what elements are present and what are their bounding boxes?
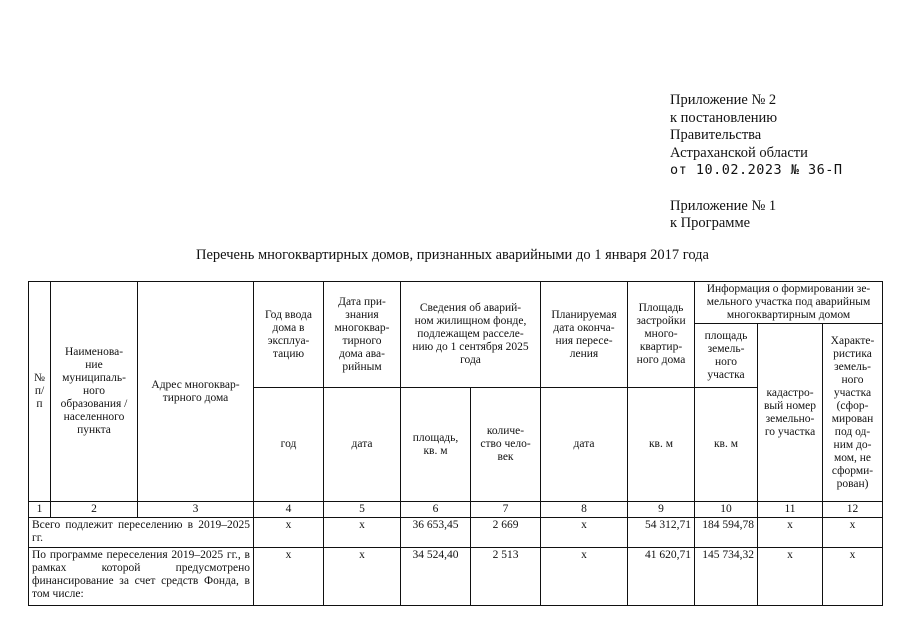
- appendix-block: [670, 92, 843, 233]
- cell-cadastral: х: [758, 518, 823, 548]
- subheader-people: количе- ство чело- век: [471, 388, 541, 502]
- appendix-line: к Программе: [670, 215, 751, 231]
- row-name: По программе переселения 2019–2025 гг., в рамках которой предусмотрено финансирование за счет средств Фонда, в том числе:: [29, 548, 254, 606]
- cell-date: х: [324, 548, 401, 606]
- column-number: 4: [254, 502, 324, 518]
- column-number: 3: [138, 502, 254, 518]
- appendix-line: к постановлению: [670, 109, 778, 126]
- header-cadastral: кадастро- вый номер земельно- го участка: [758, 324, 823, 502]
- subheader-date: дата: [324, 388, 401, 502]
- cell-date: х: [324, 518, 401, 548]
- appendix-line: Приложение № 2: [670, 92, 777, 108]
- cell-area: 34 524,40: [401, 548, 471, 606]
- spacer: [670, 180, 843, 198]
- table-row: [29, 548, 883, 606]
- header-land-info: Информация о формировании зе- мельного участка под аварийным многоквартирным домом: [695, 282, 883, 324]
- appendix-line: Астраханской области: [670, 144, 808, 161]
- subheader-year: год: [254, 388, 324, 502]
- cell-area: 36 653,45: [401, 518, 471, 548]
- header-land-area: площадь земель- ного участка: [695, 324, 758, 388]
- cell-year: х: [254, 518, 324, 548]
- column-number: 5: [324, 502, 401, 518]
- column-number: 1: [29, 502, 51, 518]
- subheader-land-area: кв. м: [695, 388, 758, 502]
- cell-year: х: [254, 548, 324, 606]
- cell-people: 2 669: [471, 518, 541, 548]
- column-number: 7: [471, 502, 541, 518]
- header-recognition-date: Дата при- знания многоквар- тирного дома ава- рийным: [324, 282, 401, 388]
- cell-land-area: 184 594,78: [695, 518, 758, 548]
- table-row: [29, 518, 883, 548]
- column-number: 8: [541, 502, 628, 518]
- header-planned-date: Планируемая дата оконча- ния пересе- ления: [541, 282, 628, 388]
- column-number: 6: [401, 502, 471, 518]
- document-title: Перечень многоквартирных домов, признанных аварийными до 1 января 2017 года: [195, 247, 709, 263]
- header-address: Адрес многоквар- тирного дома: [138, 282, 254, 502]
- header-num: № п/п: [29, 282, 51, 502]
- column-number: 2: [51, 502, 138, 518]
- subheader-planned-date: дата: [541, 388, 628, 502]
- cell-land-area: 145 734,32: [695, 548, 758, 606]
- cell-people: 2 513: [471, 548, 541, 606]
- header-fund-info: Сведения об аварий- ном жилищном фонде, подлежащем расселе- нию до 1 сентября 2025 года: [401, 282, 541, 388]
- header-built-area: Площадь застройки много- квартир- ного дома: [628, 282, 695, 388]
- appendix-line: Приложение № 1: [670, 197, 777, 214]
- cell-planned-date: х: [541, 548, 628, 606]
- header-characteristic: Характе- ристика земель- ного участка (сфор- мирован под од- ним до- мом, не сформи- рован): [823, 324, 883, 502]
- row-name: Всего подлежит переселению в 2019–2025 гг.: [29, 518, 254, 548]
- subheader-area: площадь, кв. м: [401, 388, 471, 502]
- appendix-line: Правительства: [670, 127, 762, 143]
- subheader-built-area: кв. м: [628, 388, 695, 502]
- header-municipality: Наименова- ние муниципаль- ного образования / населенного пункта: [51, 282, 138, 502]
- appendix-date: от 10.02.2023 № 36-П: [670, 162, 843, 178]
- cell-characteristic: х: [823, 518, 883, 548]
- column-number: 12: [823, 502, 883, 518]
- cell-planned-date: х: [541, 518, 628, 548]
- cell-built-area: 41 620,71: [628, 548, 695, 606]
- column-number: 9: [628, 502, 695, 518]
- header-year: Год ввода дома в эксплуа- тацию: [254, 282, 324, 388]
- cell-characteristic: х: [823, 548, 883, 606]
- cell-built-area: 54 312,71: [628, 518, 695, 548]
- column-number: 10: [695, 502, 758, 518]
- housing-table: [28, 281, 883, 606]
- cell-cadastral: х: [758, 548, 823, 606]
- column-number: 11: [758, 502, 823, 518]
